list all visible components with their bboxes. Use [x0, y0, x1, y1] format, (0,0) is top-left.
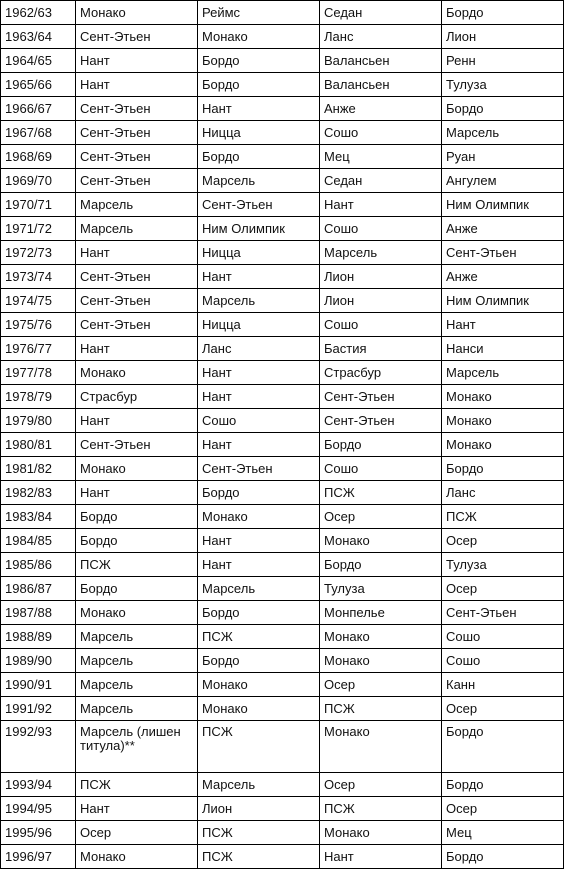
second-place-cell: ПСЖ	[198, 625, 320, 649]
season-cell: 1989/90	[1, 649, 76, 673]
table-row	[1, 529, 564, 553]
third-place-cell: Ланс	[320, 25, 442, 49]
third-place-cell: Лион	[320, 265, 442, 289]
fourth-place-cell: Бордо	[442, 457, 564, 481]
fourth-place-cell: Осер	[442, 529, 564, 553]
first-place-cell: Бордо	[76, 529, 198, 553]
season-cell: 1985/86	[1, 553, 76, 577]
fourth-place-cell: Сошо	[442, 649, 564, 673]
first-place-cell: Сент-Этьен	[76, 121, 198, 145]
season-cell: 1977/78	[1, 361, 76, 385]
second-place-cell: Нант	[198, 433, 320, 457]
fourth-place-cell: Монако	[442, 385, 564, 409]
table-row	[1, 361, 564, 385]
third-place-cell: Бордо	[320, 433, 442, 457]
second-place-cell: Монако	[198, 673, 320, 697]
first-place-cell: Сент-Этьен	[76, 25, 198, 49]
third-place-cell: Бордо	[320, 553, 442, 577]
first-place-cell: Марсель	[76, 625, 198, 649]
first-place-cell: Монако	[76, 1, 198, 25]
third-place-cell: Седан	[320, 1, 442, 25]
first-place-cell: Бордо	[76, 505, 198, 529]
second-place-cell: Марсель	[198, 577, 320, 601]
second-place-cell: Монако	[198, 697, 320, 721]
third-place-cell: Сошо	[320, 457, 442, 481]
first-place-cell: Марсель	[76, 673, 198, 697]
season-cell: 1980/81	[1, 433, 76, 457]
table-row	[1, 289, 564, 313]
table-row	[1, 433, 564, 457]
first-place-cell: ПСЖ	[76, 553, 198, 577]
season-cell: 1991/92	[1, 697, 76, 721]
table-body	[1, 1, 564, 869]
season-cell: 1971/72	[1, 217, 76, 241]
second-place-cell: Сент-Этьен	[198, 193, 320, 217]
second-place-cell: Бордо	[198, 601, 320, 625]
third-place-cell: Лион	[320, 289, 442, 313]
third-place-cell: Тулуза	[320, 577, 442, 601]
third-place-cell: ПСЖ	[320, 797, 442, 821]
first-place-cell: Сент-Этьен	[76, 265, 198, 289]
third-place-cell: Осер	[320, 505, 442, 529]
fourth-place-cell: Бордо	[442, 721, 564, 773]
third-place-cell: ПСЖ	[320, 697, 442, 721]
fourth-place-cell: Ним Олимпик	[442, 289, 564, 313]
fourth-place-cell: Бордо	[442, 1, 564, 25]
season-cell: 1993/94	[1, 773, 76, 797]
first-place-cell: Монако	[76, 845, 198, 869]
third-place-cell: Монако	[320, 721, 442, 773]
season-cell: 1974/75	[1, 289, 76, 313]
second-place-cell: Нант	[198, 265, 320, 289]
season-cell: 1996/97	[1, 845, 76, 869]
second-place-cell: Марсель	[198, 773, 320, 797]
fourth-place-cell: Анже	[442, 265, 564, 289]
first-place-cell: Нант	[76, 337, 198, 361]
fourth-place-cell: Канн	[442, 673, 564, 697]
second-place-cell: Нант	[198, 385, 320, 409]
fourth-place-cell: Бордо	[442, 97, 564, 121]
season-cell: 1981/82	[1, 457, 76, 481]
fourth-place-cell: Тулуза	[442, 73, 564, 97]
third-place-cell: Анже	[320, 97, 442, 121]
table-row	[1, 241, 564, 265]
third-place-cell: Валансьен	[320, 49, 442, 73]
second-place-cell: Нант	[198, 529, 320, 553]
season-cell: 1975/76	[1, 313, 76, 337]
table-row	[1, 697, 564, 721]
third-place-cell: Валансьен	[320, 73, 442, 97]
third-place-cell: Осер	[320, 673, 442, 697]
season-cell: 1969/70	[1, 169, 76, 193]
second-place-cell: Монако	[198, 25, 320, 49]
season-cell: 1990/91	[1, 673, 76, 697]
table-row	[1, 601, 564, 625]
fourth-place-cell: Нант	[442, 313, 564, 337]
first-place-cell: Нант	[76, 481, 198, 505]
season-cell: 1984/85	[1, 529, 76, 553]
first-place-cell: Монако	[76, 457, 198, 481]
third-place-cell: Марсель	[320, 241, 442, 265]
first-place-cell: Нант	[76, 49, 198, 73]
first-place-cell: ПСЖ	[76, 773, 198, 797]
season-cell: 1994/95	[1, 797, 76, 821]
table-row	[1, 337, 564, 361]
second-place-cell: Бордо	[198, 73, 320, 97]
season-cell: 1973/74	[1, 265, 76, 289]
third-place-cell: Монако	[320, 625, 442, 649]
table-row	[1, 49, 564, 73]
season-cell: 1978/79	[1, 385, 76, 409]
season-cell: 1970/71	[1, 193, 76, 217]
table-row	[1, 649, 564, 673]
third-place-cell: Мец	[320, 145, 442, 169]
third-place-cell: Монако	[320, 529, 442, 553]
season-cell: 1965/66	[1, 73, 76, 97]
table-row	[1, 505, 564, 529]
first-place-cell: Марсель	[76, 193, 198, 217]
second-place-cell: Ним Олимпик	[198, 217, 320, 241]
table-row	[1, 457, 564, 481]
fourth-place-cell: Нанси	[442, 337, 564, 361]
table-row	[1, 481, 564, 505]
fourth-place-cell: Сент-Этьен	[442, 241, 564, 265]
first-place-cell: Сент-Этьен	[76, 97, 198, 121]
first-place-cell: Сент-Этьен	[76, 433, 198, 457]
fourth-place-cell: ПСЖ	[442, 505, 564, 529]
table-row	[1, 217, 564, 241]
first-place-cell: Марсель	[76, 649, 198, 673]
second-place-cell: Нант	[198, 361, 320, 385]
first-place-cell: Сент-Этьен	[76, 289, 198, 313]
table-row	[1, 73, 564, 97]
table-row	[1, 313, 564, 337]
first-place-cell: Осер	[76, 821, 198, 845]
season-cell: 1979/80	[1, 409, 76, 433]
third-place-cell: Монако	[320, 821, 442, 845]
table-row	[1, 265, 564, 289]
fourth-place-cell: Марсель	[442, 121, 564, 145]
third-place-cell: Монако	[320, 649, 442, 673]
third-place-cell: Осер	[320, 773, 442, 797]
season-cell: 1966/67	[1, 97, 76, 121]
first-place-cell: Марсель (лишен титула)**	[76, 721, 198, 773]
fourth-place-cell: Лион	[442, 25, 564, 49]
second-place-cell: Реймс	[198, 1, 320, 25]
third-place-cell: ПСЖ	[320, 481, 442, 505]
season-cell: 1995/96	[1, 821, 76, 845]
table-row	[1, 169, 564, 193]
third-place-cell: Седан	[320, 169, 442, 193]
second-place-cell: Сошо	[198, 409, 320, 433]
table-row	[1, 145, 564, 169]
fourth-place-cell: Мец	[442, 821, 564, 845]
first-place-cell: Сент-Этьен	[76, 169, 198, 193]
second-place-cell: Нант	[198, 97, 320, 121]
table-row	[1, 773, 564, 797]
third-place-cell: Бастия	[320, 337, 442, 361]
fourth-place-cell: Сошо	[442, 625, 564, 649]
season-cell: 1982/83	[1, 481, 76, 505]
first-place-cell: Марсель	[76, 217, 198, 241]
first-place-cell: Сент-Этьен	[76, 313, 198, 337]
second-place-cell: Бордо	[198, 481, 320, 505]
first-place-cell: Страсбур	[76, 385, 198, 409]
third-place-cell: Сошо	[320, 313, 442, 337]
season-cell: 1962/63	[1, 1, 76, 25]
fourth-place-cell: Осер	[442, 697, 564, 721]
fourth-place-cell: Сент-Этьен	[442, 601, 564, 625]
first-place-cell: Монако	[76, 361, 198, 385]
season-cell: 1972/73	[1, 241, 76, 265]
fourth-place-cell: Бордо	[442, 845, 564, 869]
third-place-cell: Сошо	[320, 217, 442, 241]
first-place-cell: Нант	[76, 797, 198, 821]
first-place-cell: Нант	[76, 409, 198, 433]
table-row	[1, 409, 564, 433]
fourth-place-cell: Ренн	[442, 49, 564, 73]
third-place-cell: Нант	[320, 845, 442, 869]
fourth-place-cell: Тулуза	[442, 553, 564, 577]
fourth-place-cell: Бордо	[442, 773, 564, 797]
table-row	[1, 25, 564, 49]
season-cell: 1988/89	[1, 625, 76, 649]
fourth-place-cell: Осер	[442, 577, 564, 601]
table-row	[1, 721, 564, 773]
second-place-cell: ПСЖ	[198, 845, 320, 869]
second-place-cell: Ницца	[198, 121, 320, 145]
season-cell: 1992/93	[1, 721, 76, 773]
second-place-cell: Нант	[198, 553, 320, 577]
table-row	[1, 97, 564, 121]
season-cell: 1964/65	[1, 49, 76, 73]
first-place-cell: Нант	[76, 73, 198, 97]
table-row	[1, 673, 564, 697]
table-row	[1, 385, 564, 409]
first-place-cell: Марсель	[76, 697, 198, 721]
table-row	[1, 625, 564, 649]
third-place-cell: Страсбур	[320, 361, 442, 385]
second-place-cell: Ницца	[198, 241, 320, 265]
season-cell: 1968/69	[1, 145, 76, 169]
third-place-cell: Сент-Этьен	[320, 409, 442, 433]
second-place-cell: Ланс	[198, 337, 320, 361]
second-place-cell: ПСЖ	[198, 821, 320, 845]
second-place-cell: Ницца	[198, 313, 320, 337]
table-row	[1, 553, 564, 577]
second-place-cell: ПСЖ	[198, 721, 320, 773]
season-cell: 1963/64	[1, 25, 76, 49]
first-place-cell: Нант	[76, 241, 198, 265]
table-row	[1, 821, 564, 845]
third-place-cell: Сошо	[320, 121, 442, 145]
fourth-place-cell: Осер	[442, 797, 564, 821]
third-place-cell: Нант	[320, 193, 442, 217]
second-place-cell: Бордо	[198, 649, 320, 673]
first-place-cell: Монако	[76, 601, 198, 625]
second-place-cell: Бордо	[198, 145, 320, 169]
third-place-cell: Сент-Этьен	[320, 385, 442, 409]
fourth-place-cell: Монако	[442, 433, 564, 457]
table-row	[1, 121, 564, 145]
second-place-cell: Лион	[198, 797, 320, 821]
second-place-cell: Марсель	[198, 289, 320, 313]
second-place-cell: Марсель	[198, 169, 320, 193]
season-cell: 1986/87	[1, 577, 76, 601]
season-cell: 1976/77	[1, 337, 76, 361]
season-cell: 1987/88	[1, 601, 76, 625]
second-place-cell: Сент-Этьен	[198, 457, 320, 481]
table-row	[1, 193, 564, 217]
table-row	[1, 845, 564, 869]
second-place-cell: Монако	[198, 505, 320, 529]
season-cell: 1983/84	[1, 505, 76, 529]
fourth-place-cell: Ланс	[442, 481, 564, 505]
first-place-cell: Сент-Этьен	[76, 145, 198, 169]
table-row	[1, 577, 564, 601]
table-row	[1, 797, 564, 821]
third-place-cell: Монпелье	[320, 601, 442, 625]
fourth-place-cell: Монако	[442, 409, 564, 433]
first-place-cell: Бордо	[76, 577, 198, 601]
table-row	[1, 1, 564, 25]
season-cell: 1967/68	[1, 121, 76, 145]
fourth-place-cell: Марсель	[442, 361, 564, 385]
second-place-cell: Бордо	[198, 49, 320, 73]
fourth-place-cell: Ним Олимпик	[442, 193, 564, 217]
fourth-place-cell: Руан	[442, 145, 564, 169]
fourth-place-cell: Анже	[442, 217, 564, 241]
fourth-place-cell: Ангулем	[442, 169, 564, 193]
